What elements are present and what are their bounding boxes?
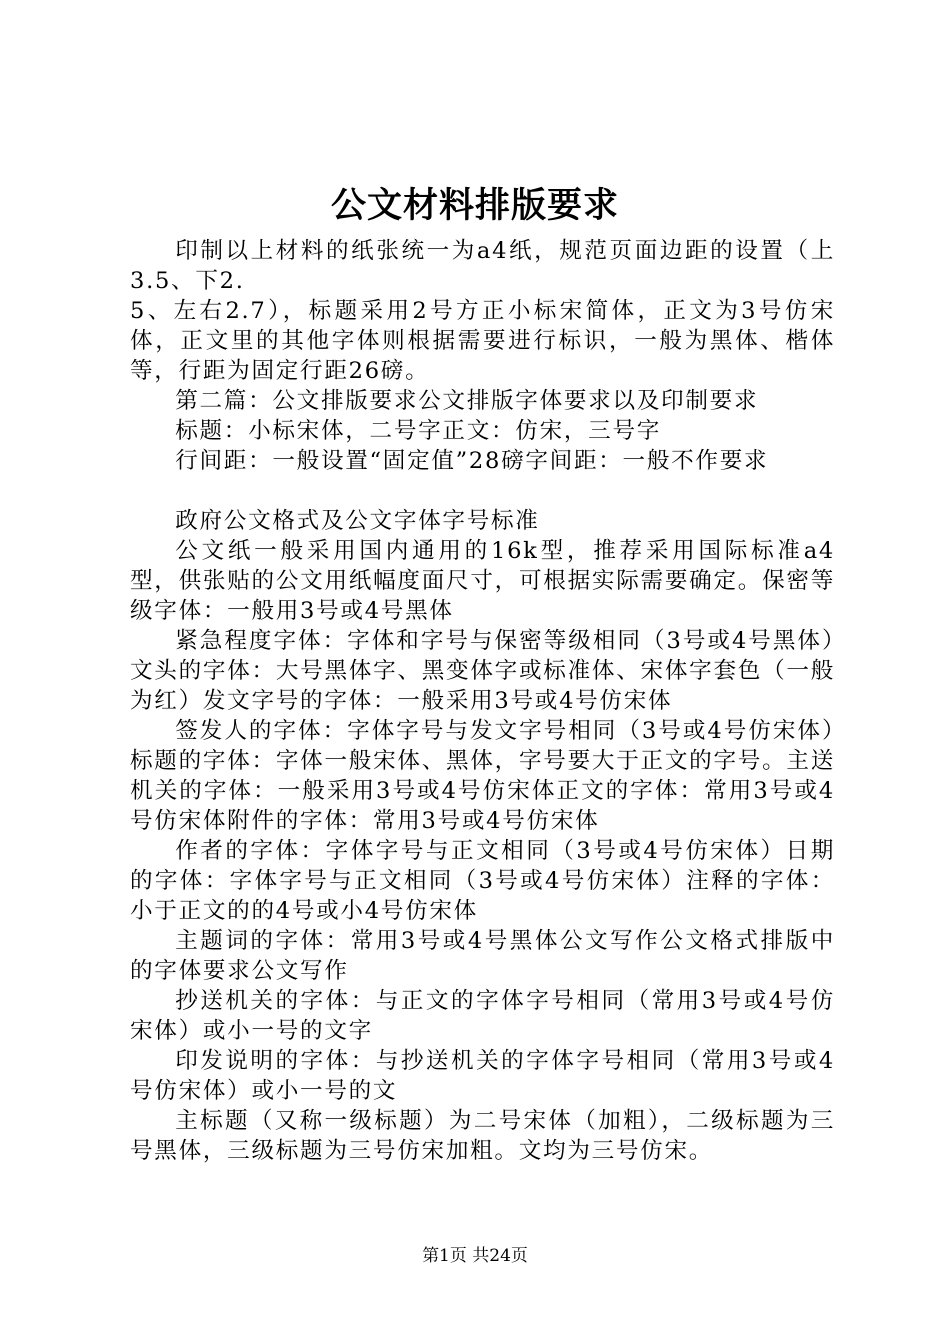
paragraph: 主题词的字体：常用3号或4号黑体公文写作公文格式排版中的字体要求公文写作: [130, 928, 835, 984]
paragraph: 主标题（又称一级标题）为二号宋体（加粗），二级标题为三号黑体，三级标题为三号仿宋加粗。文均为三号仿宋。: [130, 1108, 835, 1164]
paragraph: 行间距：一般设置“固定值”28磅字间距：一般不作要求: [175, 448, 769, 474]
page-number-footer: 第1页 共24页: [422, 1246, 528, 1266]
document-title: 公文材料排版要求: [330, 185, 619, 226]
paragraph: 印制以上材料的纸张统一为a4纸，规范页面边距的设置（上3.5、下2.: [130, 238, 835, 294]
document-body: [130, 236, 835, 1166]
paragraph: 签发人的字体：字体字号与发文字号相同（3号或4号仿宋体）标题的字体：字体一般宋体、黑体，字号要大于正文的字号。主送机关的字体：一般采用3号或4号仿宋体正文的字体：常用3号或4号仿宋体附件的字体：常用3号或4号仿宋体: [130, 718, 835, 834]
blank-line: [130, 476, 835, 506]
paragraph: 作者的字体：字体字号与正文相同（3号或4号仿宋体）日期的字体：字体字号与正文相同（3号或4号仿宋体）注释的字体：小于正文的的4号或小4号仿宋体: [130, 838, 835, 924]
paragraph: 紧急程度字体：字体和字号与保密等级相同（3号或4号黑体）文头的字体：大号黑体字、黑变体字或标准体、宋体字套色（一般为红）发文字号的字体：一般采用3号或4号仿宋体: [130, 628, 835, 714]
paragraph: 公文纸一般采用国内通用的16k型，推荐采用国际标准a4型，供张贴的公文用纸幅度面尺寸，可根据实际需要确定。保密等级字体：一般用3号或4号黑体: [130, 538, 835, 624]
paragraph: 5、左右2.7），标题采用2号方正小标宋简体，正文为3号仿宋体，正文里的其他字体则根据需要进行标识，一般为黑体、楷体等，行距为固定行距26磅。: [130, 298, 835, 384]
section-heading: 政府公文格式及公文字体字号标准: [175, 508, 540, 534]
paragraph: 第二篇：公文排版要求公文排版字体要求以及印制要求: [175, 388, 759, 414]
paragraph: 抄送机关的字体：与正文的字体字号相同（常用3号或4号仿宋体）或小一号的文字: [130, 988, 835, 1044]
paragraph: 印发说明的字体：与抄送机关的字体字号相同（常用3号或4号仿宋体）或小一号的文: [130, 1048, 835, 1104]
paragraph: 标题：小标宋体，二号字正文：仿宋，三号字: [175, 418, 662, 444]
